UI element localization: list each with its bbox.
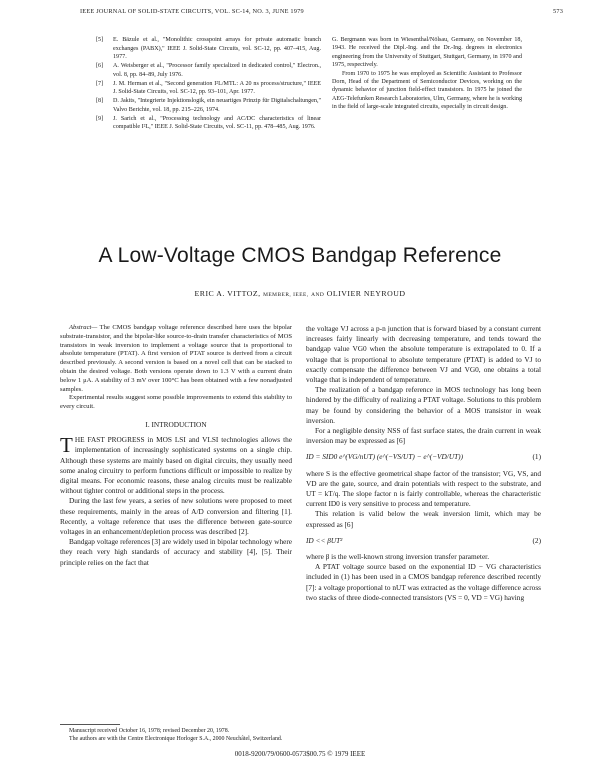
footnotes: Manuscript received October 16, 1978; revised December 20, 1978. The authors are with the Centre Electronique Horloger S.A., 2000 Neuchâtel, Switzerland. [69,728,283,742]
bio-paragraph: G. Bergmann was born in Wiesenthal/Nölsau, Germany, on November 18, 1943. He received the Dipl.-Ing. and the Dr.-Ing. degrees in electronics engineering from the University of Stuttgart, Stuttgart, Germany, in 1970 and 1975, respectively. [332,37,522,69]
paper-title: A Low-Voltage CMOS Bandgap Reference [98,244,502,267]
reference-item: [9] J. Sarich et al., "Processing technology and AC/DC characteristics of linear compatible I²L," IEEE J. Solid-State Circuits, vol. SC-11, pp. 478–485, Aug. 1976. [96,115,321,131]
page-number: 573 [553,8,564,15]
body-paragraph: where β is the well-known strong inversion transfer parameter. [306,552,490,562]
equation-2: ID << βUT² (2) [306,535,541,545]
journal-header: IEEE JOURNAL OF SOLID-STATE CIRCUITS, VOL. SC-14, NO. 3, JUNE 1979 [80,8,304,15]
body-paragraph: The realization of a bandgap reference in MOS technology has long been hindered by the difficulty of realizing a PTAT voltage. Solutions to this problem may be found by considering the behavior of a MOS transistor in weak inversion. [306,385,541,425]
reference-item: [6] A. Weisberger et al., "Processor family specialized in dedicated control," Electron., vol. 8, pp. 84–89, July 1976. [96,63,321,78]
intro-paragraph: Bandgap voltage references [3] are widely used in bipolar technology where they reach very high standards of accuracy and stability [4], [5]. Their principle relies on the fact that [60,537,292,567]
bio-paragraph: From 1970 to 1975 he was employed as Scientific Assistant to Professor Dorn, Head of the Department of Semiconductor Devices, working on the dynamic behavior of junction field-effect transistors. In 1975 he joined the AEG-Telefunken Research Laboratories, Ulm, Germany, where he is working in the field of large-scale integrated circuits, especially in circuit design. [332,70,522,111]
body-paragraph: where S is the effective geometrical shape factor of the transistor; VG, VS, and VD are the gate, source, and drain potentials with respect to the substrate, and UT = kT/q. The slope factor n is fairly controllable, whereas the characteristic current ID0 is very sensitive to process and temperature. [306,468,541,509]
abstract-continued: Experimental results suggest some possible improvements to extend this stability to every circuit. [60,394,292,411]
body-paragraph: This relation is valid below the weak inversion limit, which may be expressed as [6] [306,509,541,529]
intro-paragraph: During the last few years, a series of new solutions were proposed to meet these requirements, mainly in the areas of A/D conversion and filtering [1]. Recently, a voltage reference that uses the difference between gate-source voltages in an enhancement/depletion process was described [2]. [60,496,292,536]
right-column [306,324,541,603]
intro-paragraph: THE FAST PROGRESS in MOS LSI and VLSI technologies allows the implementation of increasingly sophisticated systems on a single chip. Although these systems are mainly based on digital circuits, they usually need some analog circuitry to perform functions difficult or impossible to realize by digital means. For economic reasons, these analog circuits must be realizable without tighter control or additional steps in the process. [60,433,292,496]
footnote-divider [60,724,120,725]
equation-1: ID = SID0 e^(VG/nUT) (e^(−VS/UT) − e^(−VD/UT)) (1) [306,452,541,462]
left-column [60,324,292,568]
drop-cap: T [60,433,73,458]
abstract: Abstract— The CMOS bandgap voltage reference described here uses the bipolar substrate-transistor, and the bipolar-like source-to-drain transfer characteristics of MOS transistors in weak inversion to implement a voltage source that is proportional to absolute temperature (PTAT). A first version of PTAT source is derived from a circuit described previously. A second version is based on a novel cell that can be stacked to obtain the desired voltage. Both versions operate down to 1.3 V with a current drain below 1 μA. A stability of 3 mV over 100°C has been obtained with a few nonadjusted samples. [60,324,292,393]
copyright-line: 0018-9200/79/0600-0573$00.75 © 1979 IEEE [234,750,366,758]
reference-item: [7] J. M. Herman et al., "Second generation I²L/MTL: A 20 ns process/structure," IEEE J. Solid-State Circuits, vol. SC-12, pp. 93–101, Apr. 1977. [96,80,321,96]
reference-item: [8] D. Jakits, "Integrierte Injektionslogik, ein neuartiges Prinzip für Digitalschaltungen," Valvo Berichte, vol. 18, pp. 215–226, 1974. [96,98,321,113]
body-paragraph: For a negligible density NSS of fast surface states, the drain current in weak inversion may be expressed as [6] [306,426,541,446]
author-line: ERIC A. VITTOZ, MEMBER, IEEE, AND OLIVIER NEYROUD [194,289,406,298]
body-paragraph: the voltage VJ across a p-n junction that is forward biased by a constant current increases fairly linearly with decreasing temperature, and tends toward the bandgap value VG0 when the absolute temperature is extrapolated to 0. If a voltage that is proportional to absolute temperature (PTAT) is added to VJ to exactly compensate the difference between VJ and VG0, one obtains a total voltage that is independent of temperature. [306,324,541,385]
reference-list [96,36,321,132]
author-biography [332,36,522,112]
section-heading: I. INTRODUCTION [145,419,207,429]
reference-item: [5] E. Bäzule et al., "Monolithic crosspoint arrays for private automatic branch exchanges (PABX)," IEEE J. Solid-State Circuits, vol. SC-12, pp. 407–415, Aug. 1977. [96,37,321,61]
body-paragraph: A PTAT voltage source based on the exponential ID − VG characteristics included in (1) has been used in a CMOS bandgap reference described recently [7]: a voltage proportional to nUT was extracted as the voltage difference across two stacks of three diode-connected transistors (VS = 0, VD = VG) having [306,562,541,602]
